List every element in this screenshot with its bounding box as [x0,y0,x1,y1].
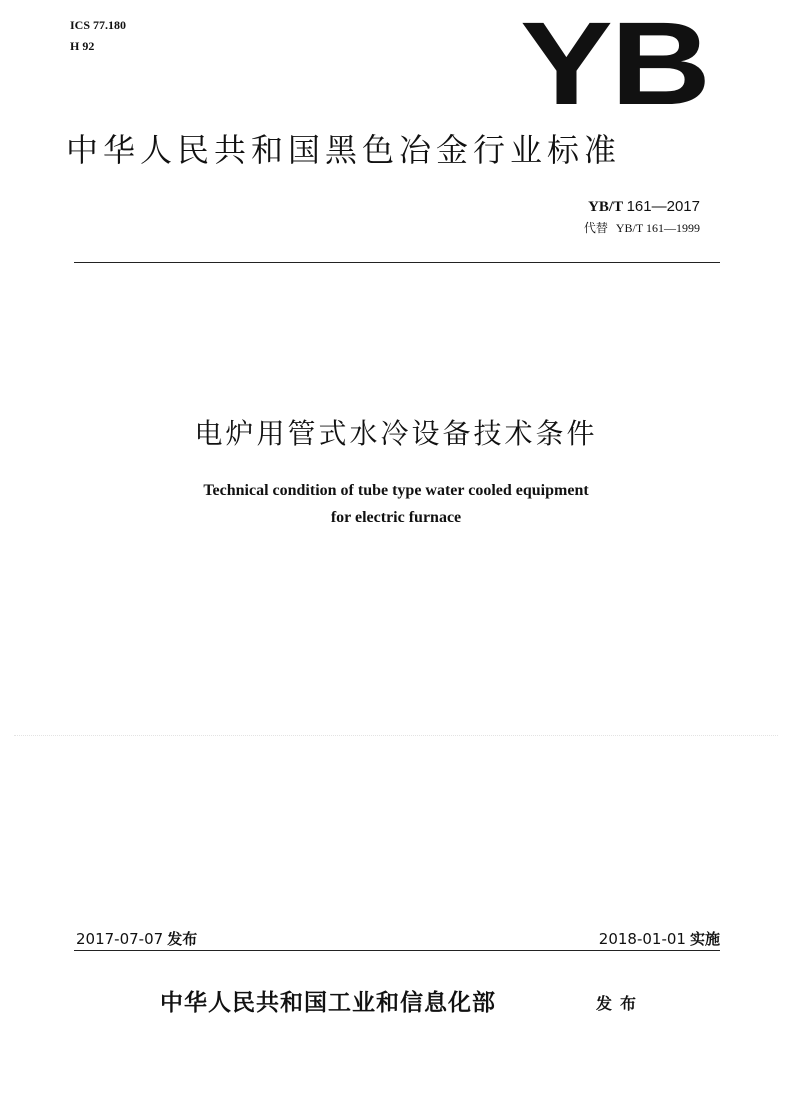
english-title-line-2: for electric furnace [330,509,462,526]
issue-date-value: 2017-07-07 [76,930,164,948]
yb-logo: YB [520,0,709,130]
standard-number-value: 161—2017 [626,198,700,215]
standard-prefix: YB/T [588,199,623,215]
scan-dotted-line [14,735,778,736]
industry-standard-title: 中华人民共和国黑色冶金行业标准 [66,131,622,169]
issue-date-label: 发布 [167,930,198,948]
issue-date [76,929,197,949]
replaces-label: 代替 [583,221,608,235]
replaces-line [584,220,700,236]
standard-number [588,198,700,216]
header-divider [74,262,720,263]
ics-code: ICS 77.180 [70,18,127,32]
implementation-date-label: 实施 [689,930,720,948]
english-title-line-1: Technical condition of tube type water cooled equipment [203,482,589,499]
publisher-action: 发布 [596,994,645,1013]
chinese-title: 电炉用管式水冷设备技术条件 [194,417,598,450]
ccs-code: H 92 [70,39,95,53]
footer-divider [74,950,720,951]
implementation-date [599,929,720,949]
replaces-code: YB/T 161—1999 [615,221,700,235]
implementation-date-value: 2018-01-01 [598,930,686,948]
publisher-name: 中华人民共和国工业和信息化部 [160,989,496,1016]
